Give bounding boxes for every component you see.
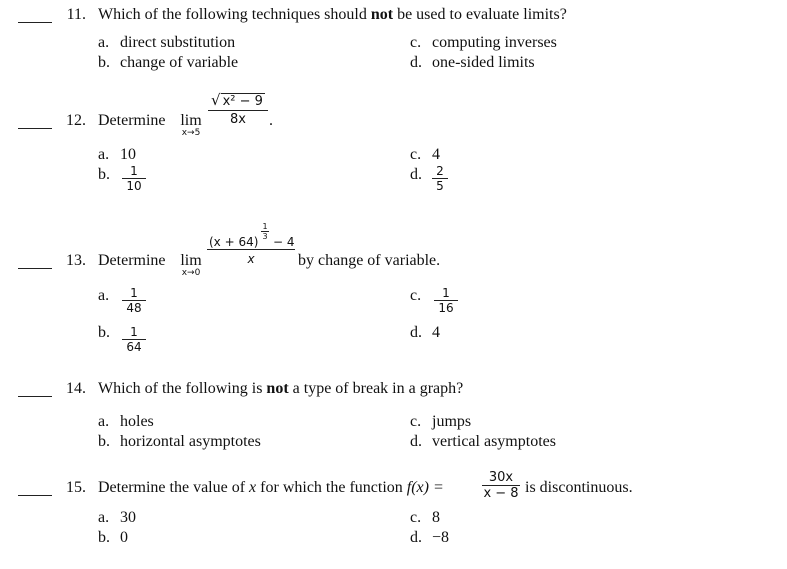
exponent-denominator: 3 <box>262 232 268 241</box>
prompt-text: a type of break in a graph? <box>292 380 464 397</box>
question-suffix-q13: by change of variable. <box>298 252 441 269</box>
question-number-q14: 14. <box>66 380 86 397</box>
question-prompt-q12: Determine <box>98 112 166 129</box>
function-label: f(x) = <box>406 479 444 496</box>
prompt-text: Determine the value of <box>98 479 246 496</box>
radicand: x² − 9 <box>222 94 263 109</box>
option-q15-b <box>98 529 128 547</box>
option-q12-d <box>410 166 432 184</box>
fraction-denominator: x <box>247 252 255 266</box>
prompt-emphasis: not <box>370 6 394 23</box>
option-q14-d <box>410 433 556 451</box>
option-q12-b <box>98 166 120 184</box>
option-text: jumps <box>432 413 472 430</box>
exponent <box>261 222 269 241</box>
option-letter: c. <box>410 287 422 304</box>
fraction-denominator: 64 <box>126 340 142 354</box>
fraction-denominator: 16 <box>438 301 454 315</box>
option-q13-a <box>98 287 120 305</box>
option-q12-a <box>98 146 136 164</box>
limit-subscript: x→0 <box>181 268 201 278</box>
option-q15-a <box>98 509 136 527</box>
fraction-bar <box>207 249 295 250</box>
option-q11-c <box>410 34 557 52</box>
option-text: 10 <box>120 146 136 163</box>
fraction-numerator: 1 <box>130 164 138 178</box>
limit-label: lim <box>180 112 202 129</box>
option-q15-c <box>410 509 440 527</box>
option-letter: a. <box>98 34 110 51</box>
fraction-numerator <box>208 90 268 110</box>
question-prompt-q11 <box>98 6 567 24</box>
option-text: horizontal asymptotes <box>120 433 261 450</box>
answer-blank-q15[interactable] <box>18 495 52 496</box>
prompt-text: be used to evaluate limits? <box>397 6 567 23</box>
fraction-denominator: x − 8 <box>483 486 519 501</box>
option-q14-b <box>98 433 261 451</box>
option-text: one-sided limits <box>432 54 535 71</box>
numerator-tail: − 4 <box>273 235 295 249</box>
fraction-numerator: 1 <box>442 286 450 300</box>
option-text: holes <box>120 413 154 430</box>
option-q11-d <box>410 54 535 72</box>
answer-blank-q12[interactable] <box>18 128 52 129</box>
option-text: computing inverses <box>432 34 557 51</box>
option-letter: d. <box>410 433 422 450</box>
option-q11-b <box>98 54 238 72</box>
option-letter: d. <box>410 529 422 546</box>
option-text: 8 <box>432 509 440 526</box>
fraction-numerator: 1 <box>130 325 138 339</box>
option-q11-a <box>98 34 235 52</box>
option-letter: d. <box>410 166 422 183</box>
option-text: 0 <box>120 529 128 546</box>
question-number-q13: 13. <box>66 252 86 269</box>
variable: x <box>249 479 257 496</box>
option-letter: c. <box>410 413 422 430</box>
option-letter: b. <box>98 324 110 341</box>
option-letter: d. <box>410 54 422 71</box>
option-q13-b <box>98 324 120 342</box>
option-text: 4 <box>432 146 440 163</box>
fraction-denominator: 5 <box>436 179 444 193</box>
limit-operator-q12 <box>178 112 204 138</box>
option-q13-c <box>410 287 432 305</box>
question-suffix-q15: is discontinuous. <box>525 479 633 496</box>
question-number-q11: 11. <box>66 6 86 23</box>
option-text: 30 <box>120 509 136 526</box>
fraction-q13 <box>207 222 295 266</box>
fraction-option-q12-d <box>432 164 448 193</box>
fraction-q15 <box>482 470 520 501</box>
option-letter: a. <box>98 413 110 430</box>
option-q13-d <box>410 324 440 342</box>
option-text: direct substitution <box>120 34 236 51</box>
option-text: −8 <box>432 529 450 546</box>
prompt-text: Which of the following is <box>98 380 263 397</box>
exponent-numerator: 1 <box>262 222 268 231</box>
option-letter: c. <box>410 34 422 51</box>
option-letter: b. <box>98 529 110 546</box>
option-letter: b. <box>98 54 110 71</box>
numerator-base: (x + 64) <box>209 235 259 249</box>
limit-subscript: x→5 <box>181 128 201 138</box>
option-text: change of variable <box>120 54 239 71</box>
answer-blank-q13[interactable] <box>18 268 52 269</box>
option-letter: b. <box>98 433 110 450</box>
question-number-q12: 12. <box>66 112 86 129</box>
fraction-option-q13-b <box>122 325 146 354</box>
fraction-option-q13-a <box>122 286 146 315</box>
answer-blank-q11[interactable] <box>18 22 52 23</box>
sqrt-icon: √ <box>211 91 221 109</box>
prompt-emphasis: not <box>266 380 289 397</box>
option-letter: a. <box>98 287 110 304</box>
question-prompt-q13: Determine <box>98 252 166 269</box>
question-prompt-q14 <box>98 380 463 398</box>
limit-label: lim <box>180 252 202 269</box>
option-q12-c <box>410 146 440 164</box>
fraction-numerator <box>207 222 295 249</box>
question-number-q15: 15. <box>66 479 86 496</box>
fraction-numerator: 1 <box>130 286 138 300</box>
option-letter: c. <box>410 146 422 163</box>
fraction-option-q12-b <box>122 164 146 193</box>
fraction-denominator: 10 <box>126 179 142 193</box>
option-letter: a. <box>98 146 110 163</box>
option-letter: b. <box>98 166 110 183</box>
answer-blank-q14[interactable] <box>18 396 52 397</box>
option-letter: c. <box>410 509 422 526</box>
prompt-text: for which the function <box>260 479 403 496</box>
prompt-text: Which of the following techniques should <box>98 6 367 23</box>
period: . <box>269 112 273 129</box>
option-letter: d. <box>410 324 422 341</box>
question-prompt-q15 <box>98 479 444 497</box>
option-q14-a <box>98 413 154 431</box>
option-q15-d <box>410 529 449 547</box>
fraction-q12 <box>208 90 268 127</box>
option-text: 4 <box>432 324 440 341</box>
fraction-bar <box>208 110 268 111</box>
fraction-numerator: 2 <box>436 164 444 178</box>
limit-operator-q13 <box>178 252 204 278</box>
fraction-denominator: 48 <box>126 301 142 315</box>
option-letter: a. <box>98 509 110 526</box>
fraction-denominator: 8x <box>230 112 246 127</box>
option-text: vertical asymptotes <box>432 433 556 450</box>
fraction-numerator: 30x <box>488 470 514 485</box>
fraction-option-q13-c <box>434 286 458 315</box>
option-q14-c <box>410 413 471 431</box>
